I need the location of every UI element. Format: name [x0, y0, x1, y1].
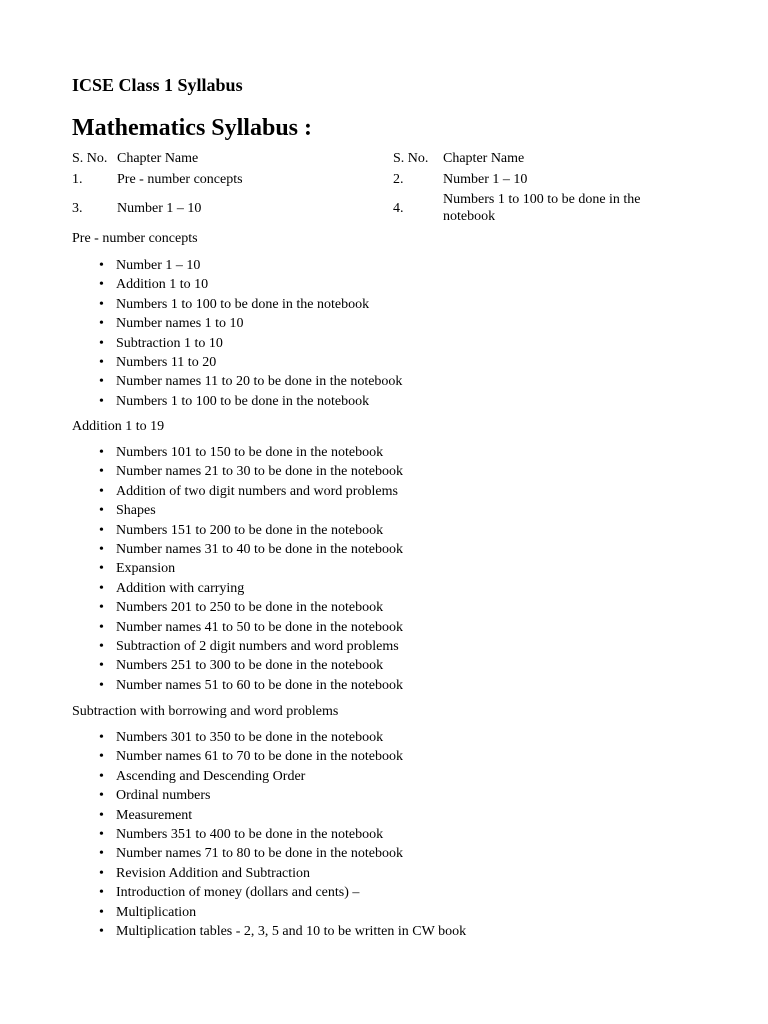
list-item: • Number names 61 to 70 to be done in the notebook [96, 747, 466, 766]
list-item: • Numbers 251 to 300 to be done in the notebook [96, 656, 403, 675]
list-item: • Shapes [96, 501, 403, 520]
section-title: Mathematics Syllabus : [72, 115, 312, 141]
list-item: • Number names 11 to 20 to be done in the notebook [96, 372, 402, 391]
table-row [68, 168, 677, 190]
list-item: • Addition 1 to 10 [96, 275, 402, 294]
list-item: • Multiplication [96, 903, 466, 922]
table-cell: 4. [393, 200, 404, 216]
chapter-table [68, 148, 677, 226]
list-item: • Numbers 1 to 100 to be done in the notebook [96, 392, 402, 411]
table-cell: Number 1 – 10 [117, 200, 202, 216]
list-item: • Number names 71 to 80 to be done in the notebook [96, 844, 466, 863]
header-chapter-name: Chapter Name [117, 150, 199, 166]
list-item: • Number names 21 to 30 to be done in the notebook [96, 462, 403, 481]
list-item: • Subtraction of 2 digit numbers and word problems [96, 637, 403, 656]
table-row [68, 190, 677, 226]
bullet-list [96, 443, 403, 695]
table-cell: Numbers 1 to 100 to be done in the notebook [443, 192, 641, 224]
list-item: • Number names 51 to 60 to be done in the notebook [96, 676, 403, 695]
list-item: • Introduction of money (dollars and cents) – [96, 883, 466, 902]
list-item: • Number 1 – 10 [96, 256, 402, 275]
list-item: • Ascending and Descending Order [96, 767, 466, 786]
list-item: • Multiplication tables - 2, 3, 5 and 10 to be written in CW book [96, 922, 466, 941]
table-cell: 1. [72, 171, 83, 187]
list-item: • Expansion [96, 559, 403, 578]
list-item: • Numbers 201 to 250 to be done in the notebook [96, 598, 403, 617]
list-item: • Number names 31 to 40 to be done in the notebook [96, 540, 403, 559]
section-heading: Pre - number concepts [72, 231, 198, 246]
list-item: • Numbers 151 to 200 to be done in the notebook [96, 521, 403, 540]
list-item: • Numbers 101 to 150 to be done in the notebook [96, 443, 403, 462]
table-header-row [68, 148, 677, 168]
list-item: • Numbers 301 to 350 to be done in the notebook [96, 728, 466, 747]
list-item: • Number names 41 to 50 to be done in the notebook [96, 618, 403, 637]
list-item: • Subtraction 1 to 10 [96, 334, 402, 353]
list-item: • Measurement [96, 806, 466, 825]
list-item: • Revision Addition and Subtraction [96, 864, 466, 883]
bullet-list [96, 256, 402, 411]
table-cell: 3. [72, 200, 83, 216]
list-item: • Number names 1 to 10 [96, 314, 402, 333]
list-item: • Addition with carrying [96, 579, 403, 598]
header-chapter-name: Chapter Name [443, 150, 525, 166]
table-cell: Number 1 – 10 [443, 171, 528, 187]
list-item: • Addition of two digit numbers and word problems [96, 482, 403, 501]
header-sno: S. No. [393, 150, 429, 166]
list-item: • Numbers 11 to 20 [96, 353, 402, 372]
document-title: ICSE Class 1 Syllabus [72, 75, 243, 95]
header-sno: S. No. [72, 150, 108, 166]
section-heading: Subtraction with borrowing and word problems [72, 704, 339, 719]
list-item: • Ordinal numbers [96, 786, 466, 805]
list-item: • Numbers 1 to 100 to be done in the notebook [96, 295, 402, 314]
table-cell: Pre - number concepts [117, 171, 243, 187]
section-heading: Addition 1 to 19 [72, 419, 165, 434]
table-cell: 2. [393, 171, 404, 187]
list-item: • Numbers 351 to 400 to be done in the notebook [96, 825, 466, 844]
bullet-list [96, 728, 466, 941]
